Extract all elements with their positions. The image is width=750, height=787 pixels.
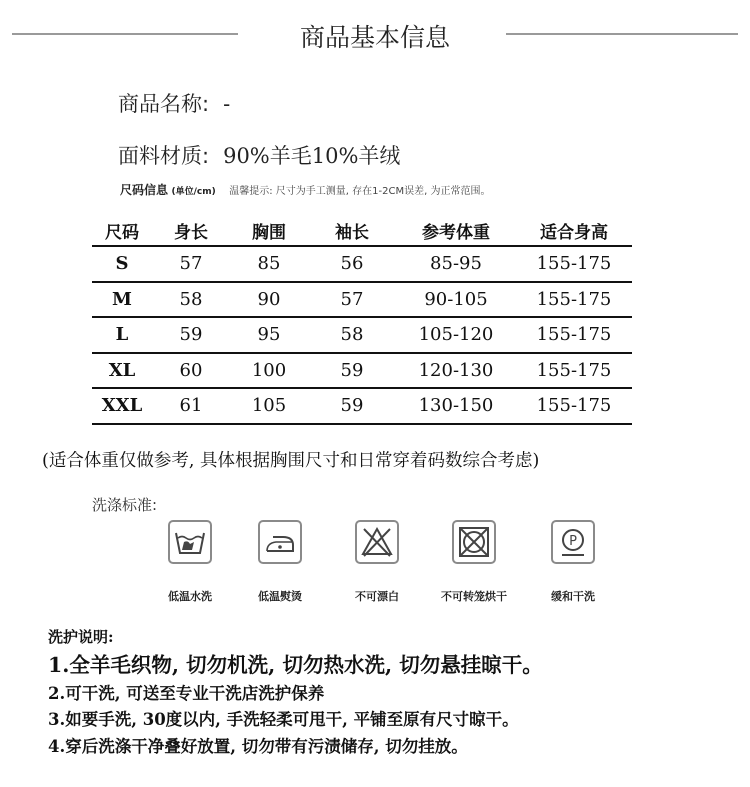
header-size: 尺码 xyxy=(92,216,152,246)
cell-sleeve: 58 xyxy=(308,317,396,353)
instruction-line-1: 1.全羊毛织物, 切勿机洗, 切勿热水洗, 切勿悬挂晾干。 xyxy=(48,653,543,677)
cell-weight: 90-105 xyxy=(396,282,516,318)
material-label: 面料材质: xyxy=(118,144,210,168)
cell-size: XXL xyxy=(92,388,152,424)
cell-length: 59 xyxy=(152,317,230,353)
size-info-unit: (单位/cm) xyxy=(171,187,216,197)
product-name-row xyxy=(118,88,230,118)
header-weight: 参考体重 xyxy=(396,216,516,246)
care-label-wash: 低温水洗 xyxy=(168,590,212,603)
header-chest: 胸围 xyxy=(230,216,308,246)
care-item-dryclean xyxy=(523,520,623,604)
cell-sleeve: 56 xyxy=(308,246,396,282)
cell-length: 58 xyxy=(152,282,230,318)
cell-sleeve: 59 xyxy=(308,353,396,389)
material-row xyxy=(118,140,400,170)
table-row xyxy=(92,388,632,424)
svg-text:P: P xyxy=(569,534,577,549)
no-tumble-dry-icon xyxy=(452,520,496,564)
material-value: 90%羊毛10%羊绒 xyxy=(223,144,401,168)
size-info-title: 尺码信息 xyxy=(120,183,169,197)
cell-chest: 105 xyxy=(230,388,308,424)
no-bleach-icon xyxy=(355,520,399,564)
cell-chest: 90 xyxy=(230,282,308,318)
size-info-tip: 温馨提示: 尺寸为手工测量, 存在1-2CM误差, 为正常范围。 xyxy=(229,186,491,197)
care-label-bleach: 不可漂白 xyxy=(355,590,399,603)
page-title: 商品基本信息 xyxy=(299,23,450,52)
cell-height: 155-175 xyxy=(516,246,632,282)
instruction-line-4: 4.穿后洗涤干净叠好放置, 切勿带有污渍储存, 切勿挂放。 xyxy=(48,737,468,756)
size-table-header-row xyxy=(92,216,632,246)
cell-sleeve: 57 xyxy=(308,282,396,318)
product-name-label: 商品名称: xyxy=(118,92,210,116)
size-info-header xyxy=(120,181,490,198)
cell-length: 57 xyxy=(152,246,230,282)
cell-size: L xyxy=(92,317,152,353)
low-temp-iron-icon xyxy=(258,520,302,564)
size-table xyxy=(92,216,632,425)
cell-size: S xyxy=(92,246,152,282)
care-item-iron xyxy=(230,520,330,604)
cell-size: M xyxy=(92,282,152,318)
cell-length: 61 xyxy=(152,388,230,424)
cell-chest: 95 xyxy=(230,317,308,353)
table-row xyxy=(92,317,632,353)
care-label-dryclean: 缓和干洗 xyxy=(551,590,595,603)
care-item-bleach xyxy=(327,520,427,604)
product-name-value: - xyxy=(223,92,231,116)
care-item-wash xyxy=(140,520,240,604)
table-row xyxy=(92,246,632,282)
cell-size: XL xyxy=(92,353,152,389)
care-label-tumble: 不可转笼烘干 xyxy=(441,590,507,603)
cell-weight: 120-130 xyxy=(396,353,516,389)
cell-weight: 105-120 xyxy=(396,317,516,353)
care-item-tumble xyxy=(424,520,524,604)
header-sleeve: 袖长 xyxy=(308,216,396,246)
table-row xyxy=(92,353,632,389)
size-note: (适合体重仅做参考, 具体根据胸围尺寸和日常穿着码数综合考虑) xyxy=(42,451,540,471)
table-row xyxy=(92,282,632,318)
cell-chest: 100 xyxy=(230,353,308,389)
cell-sleeve: 59 xyxy=(308,388,396,424)
cell-length: 60 xyxy=(152,353,230,389)
cell-weight: 130-150 xyxy=(396,388,516,424)
header-length: 身长 xyxy=(152,216,230,246)
cell-chest: 85 xyxy=(230,246,308,282)
instruction-line-2: 2.可干洗, 可送至专业干洗店洗护保养 xyxy=(48,684,325,703)
instructions-title: 洗护说明: xyxy=(48,628,114,646)
header-height: 适合身高 xyxy=(516,216,632,246)
cell-height: 155-175 xyxy=(516,317,632,353)
washing-title: 洗涤标准: xyxy=(92,496,158,514)
instruction-line-3: 3.如要手洗, 30度以内, 手洗轻柔可甩干, 平铺至原有尺寸晾干。 xyxy=(48,710,519,729)
care-label-iron: 低温熨烫 xyxy=(258,590,302,603)
dry-clean-icon xyxy=(551,520,595,564)
low-temp-wash-icon xyxy=(168,520,212,564)
cell-height: 155-175 xyxy=(516,388,632,424)
cell-height: 155-175 xyxy=(516,282,632,318)
cell-weight: 85-95 xyxy=(396,246,516,282)
cell-height: 155-175 xyxy=(516,353,632,389)
